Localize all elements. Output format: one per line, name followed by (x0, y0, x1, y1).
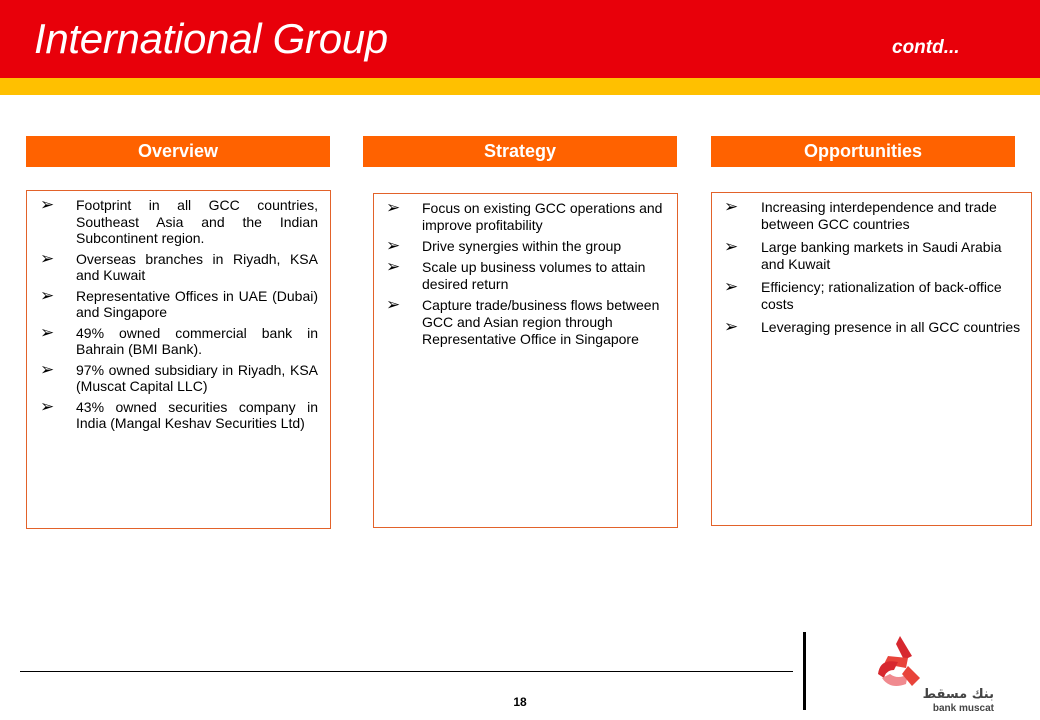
arrow-bullet-icon: ➢ (40, 248, 55, 268)
list-item-text: Representative Offices in UAE (Dubai) and Singapore (76, 287, 318, 320)
list-item-text: Scale up business volumes to attain desired return (422, 259, 646, 292)
list-item (40, 285, 318, 321)
list-item (386, 259, 669, 293)
arrow-bullet-icon: ➢ (386, 295, 401, 314)
logo-emblem (878, 636, 920, 686)
logo-arabic-text: بنك مسقط (922, 687, 994, 702)
list-item-text: 97% owned subsidiary in Riyadh, KSA (Muscat Capital LLC) (76, 361, 318, 394)
list-item (386, 200, 669, 234)
list-item (386, 238, 669, 255)
list-item (724, 199, 1021, 233)
list-item (724, 239, 1021, 273)
list-item-text: Efficiency; rationalization of back-office costs (761, 279, 1002, 312)
arrow-bullet-icon: ➢ (386, 236, 401, 255)
overview-box (26, 190, 331, 529)
arrow-bullet-icon: ➢ (40, 359, 55, 379)
list-item-text: Drive synergies within the group (422, 238, 622, 254)
arrow-bullet-icon: ➢ (40, 322, 55, 342)
arrow-bullet-icon: ➢ (724, 317, 739, 336)
continued-label: contd... (892, 37, 960, 58)
strategy-list (374, 194, 677, 348)
list-item (724, 319, 1021, 336)
arrow-bullet-icon: ➢ (386, 257, 401, 276)
opportunities-list (712, 193, 1031, 336)
opportunities-heading: Opportunities (711, 136, 1015, 167)
list-item-text: Focus on existing GCC operations and improve profitability (422, 200, 663, 233)
list-item (724, 279, 1021, 313)
list-item (40, 359, 318, 395)
overview-heading: Overview (26, 136, 330, 167)
list-item-text: Large banking markets in Saudi Arabia and Kuwait (761, 239, 1002, 272)
arrow-bullet-icon: ➢ (724, 237, 739, 256)
list-item-text: Capture trade/business flows between GCC and Asian region through Representative Office in Singapore (422, 297, 660, 347)
arrow-bullet-icon: ➢ (40, 285, 55, 305)
arrow-bullet-icon: ➢ (724, 197, 739, 216)
strategy-box (373, 193, 678, 528)
list-item-text: Leveraging presence in all GCC countries (761, 319, 1021, 335)
footer-divider (20, 671, 793, 672)
strategy-heading: Strategy (363, 136, 677, 167)
list-item-text: Increasing interdependence and trade between GCC countries (761, 199, 997, 232)
list-item (40, 322, 318, 358)
header-accent-strip (0, 78, 1040, 95)
page-number: 18 (513, 695, 527, 709)
page-title: International Group (34, 15, 388, 62)
overview-list (27, 191, 330, 432)
list-item-text: 49% owned commercial bank in Bahrain (BMI Bank). (76, 324, 318, 357)
arrow-bullet-icon: ➢ (386, 198, 401, 217)
arrow-bullet-icon: ➢ (40, 396, 55, 416)
opportunities-box (711, 192, 1032, 526)
logo-english-text: bank muscat (932, 703, 994, 714)
arrow-bullet-icon: ➢ (40, 195, 55, 214)
footer-vertical-bar (803, 632, 806, 710)
list-item (386, 297, 669, 348)
list-item-text: Footprint in all GCC countries, Southeast Asia and the Indian Subcontinent region. (76, 197, 318, 246)
list-item (40, 396, 318, 432)
list-item-text: Overseas branches in Riyadh, KSA and Kuwait (76, 250, 318, 283)
bank-muscat-logo (868, 634, 998, 714)
arrow-bullet-icon: ➢ (724, 277, 739, 296)
list-item (40, 197, 318, 247)
list-item-text: 43% owned securities company in India (Mangal Keshav Securities Ltd) (76, 398, 318, 431)
list-item (40, 248, 318, 284)
